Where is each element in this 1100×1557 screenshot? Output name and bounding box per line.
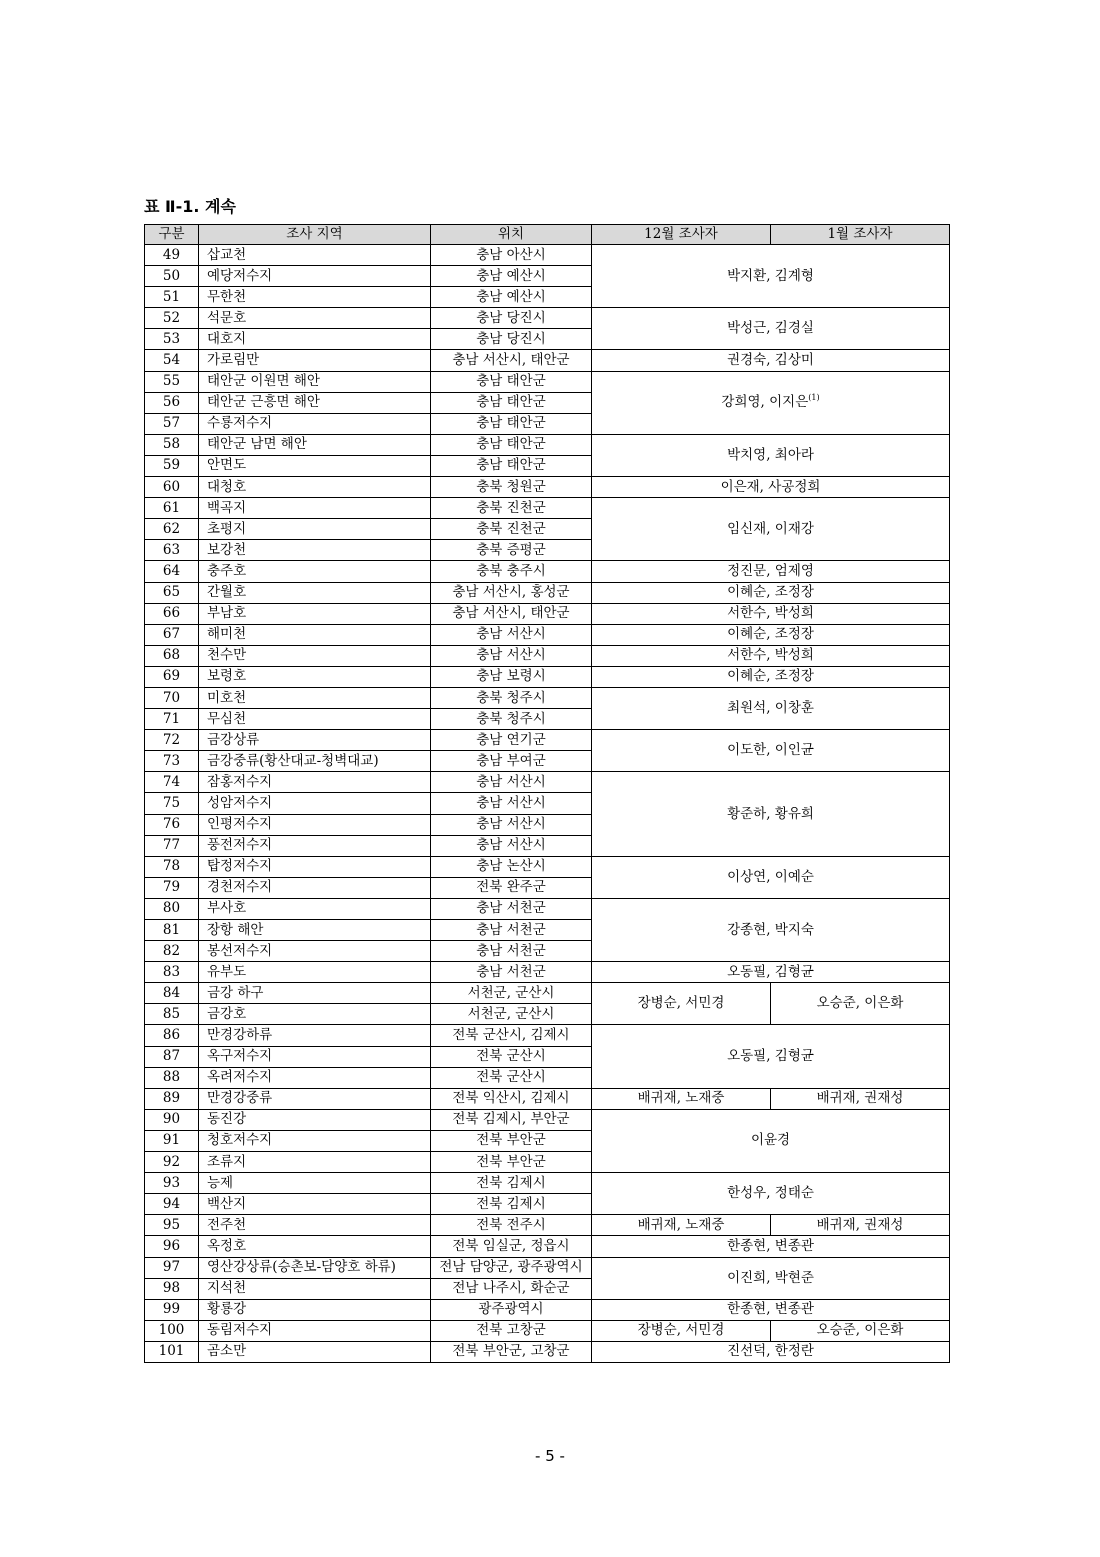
footnote-marker: (1) <box>808 393 820 403</box>
location: 전북 군산시 <box>431 1067 592 1088</box>
survey-area-name: 초평지 <box>199 519 431 540</box>
row-number: 77 <box>145 835 199 856</box>
surveyors-both-months <box>592 498 950 561</box>
table-row <box>145 730 950 751</box>
survey-area-name: 동진강 <box>199 1109 431 1130</box>
surveyors-both-months <box>592 645 950 666</box>
survey-area-name: 인평저수지 <box>199 814 431 835</box>
surveyors-both-months <box>592 1173 950 1215</box>
location: 충남 서천군 <box>431 920 592 941</box>
december-surveyors: 장병순, 서민경 <box>592 983 771 1025</box>
header-december-surveyor: 12월 조사자 <box>592 225 771 245</box>
location: 충남 태안군 <box>431 392 592 413</box>
survey-area-name: 경천저수지 <box>199 877 431 898</box>
header-number: 구분 <box>145 225 199 245</box>
december-surveyors: 배귀재, 노재중 <box>592 1088 771 1109</box>
location: 전북 부안군, 고창군 <box>431 1341 592 1362</box>
row-number: 54 <box>145 350 199 371</box>
row-number: 101 <box>145 1341 199 1362</box>
survey-area-name: 천수만 <box>199 645 431 666</box>
surveyors-both-months <box>592 898 950 961</box>
location: 전북 전주시 <box>431 1215 592 1236</box>
table-row <box>145 1299 950 1320</box>
survey-area-name: 옥려저수지 <box>199 1067 431 1088</box>
survey-area-name: 예당저수지 <box>199 266 431 287</box>
table-row <box>145 898 950 919</box>
location: 전남 나주시, 화순군 <box>431 1278 592 1299</box>
location: 충남 연기군 <box>431 730 592 751</box>
location: 충남 논산시 <box>431 856 592 877</box>
location: 서천군, 군산시 <box>431 1004 592 1025</box>
location: 충북 진천군 <box>431 519 592 540</box>
row-number: 82 <box>145 941 199 962</box>
page-number: - 5 - <box>535 1447 565 1465</box>
row-number: 93 <box>145 1173 199 1194</box>
table-row <box>145 1173 950 1194</box>
surveyor-names: 한성우, 정태순 <box>727 1185 814 1202</box>
location: 전북 고창군 <box>431 1320 592 1341</box>
row-number: 91 <box>145 1130 199 1151</box>
surveyor-names: 이상연, 이예순 <box>727 868 814 885</box>
row-number: 70 <box>145 687 199 708</box>
surveyors-both-months <box>592 772 950 856</box>
row-number: 59 <box>145 455 199 476</box>
location: 충북 청주시 <box>431 687 592 708</box>
location: 충남 당진시 <box>431 308 592 329</box>
table-row <box>145 603 950 624</box>
surveyor-names: 한종현, 변종관 <box>727 1237 814 1254</box>
row-number: 49 <box>145 245 199 266</box>
table-row <box>145 1257 950 1278</box>
row-number: 76 <box>145 814 199 835</box>
survey-area-name: 부사호 <box>199 898 431 919</box>
survey-area-name: 해미천 <box>199 624 431 645</box>
surveyor-names: 최원석, 이창훈 <box>727 700 814 717</box>
row-number: 52 <box>145 308 199 329</box>
survey-area-name: 곰소만 <box>199 1341 431 1362</box>
row-number: 81 <box>145 920 199 941</box>
row-number: 68 <box>145 645 199 666</box>
survey-area-name: 전주천 <box>199 1215 431 1236</box>
survey-area-name: 성암저수지 <box>199 793 431 814</box>
table-row <box>145 666 950 687</box>
surveyor-names: 오동필, 김형균 <box>727 963 814 980</box>
row-number: 75 <box>145 793 199 814</box>
survey-area-name: 금강상류 <box>199 730 431 751</box>
surveyors-both-months <box>592 434 950 476</box>
location: 충남 서산시, 홍성군 <box>431 582 592 603</box>
location: 전북 김제시 <box>431 1173 592 1194</box>
table-row <box>145 498 950 519</box>
location: 충남 서산시, 태안군 <box>431 603 592 624</box>
table-row <box>145 983 950 1004</box>
surveyor-names: 진선덕, 한정란 <box>727 1343 814 1360</box>
surveyor-names: 권경숙, 김상미 <box>727 352 814 369</box>
row-number: 100 <box>145 1320 199 1341</box>
location: 전북 군산시, 김제시 <box>431 1025 592 1046</box>
row-number: 73 <box>145 751 199 772</box>
survey-area-name: 태안군 근흥면 해안 <box>199 392 431 413</box>
table-caption: 표 Ⅱ-1. 계속 <box>144 197 236 216</box>
row-number: 63 <box>145 540 199 561</box>
row-number: 87 <box>145 1046 199 1067</box>
survey-area-name: 동림저수지 <box>199 1320 431 1341</box>
survey-area-name: 봉선저수지 <box>199 941 431 962</box>
row-number: 69 <box>145 666 199 687</box>
surveyors-both-months <box>592 962 950 983</box>
surveyors-both-months <box>592 666 950 687</box>
survey-area-name: 무한천 <box>199 287 431 308</box>
row-number: 71 <box>145 709 199 730</box>
surveyor-names: 강종현, 박지숙 <box>727 921 814 938</box>
survey-area-name: 만경강중류 <box>199 1088 431 1109</box>
surveyor-names: 이혜순, 조정장 <box>727 668 814 685</box>
location: 충남 아산시 <box>431 245 592 266</box>
survey-area-name: 탑정저수지 <box>199 856 431 877</box>
survey-area-name: 보강천 <box>199 540 431 561</box>
table-row <box>145 308 950 329</box>
location: 충북 청주시 <box>431 709 592 730</box>
location: 전북 완주군 <box>431 877 592 898</box>
table-row <box>145 1320 950 1341</box>
location: 충남 태안군 <box>431 455 592 476</box>
survey-area-name: 무심천 <box>199 709 431 730</box>
surveyor-names: 이진희, 박현준 <box>727 1269 814 1286</box>
table-row <box>145 350 950 371</box>
table-row <box>145 772 950 793</box>
location: 충남 서산시 <box>431 645 592 666</box>
surveyors-both-months <box>592 371 950 434</box>
survey-area-name: 삽교천 <box>199 245 431 266</box>
location: 전남 담양군, 광주광역시 <box>431 1257 592 1278</box>
surveyor-names: 이도한, 이인균 <box>727 742 814 759</box>
survey-area-name: 황룡강 <box>199 1299 431 1320</box>
location: 충남 서산시 <box>431 814 592 835</box>
survey-table <box>144 224 950 1363</box>
row-number: 88 <box>145 1067 199 1088</box>
survey-area-name: 백곡지 <box>199 498 431 519</box>
surveyor-names: 박성근, 김경실 <box>727 320 814 337</box>
survey-area-name: 태안군 이원면 해안 <box>199 371 431 392</box>
row-number: 95 <box>145 1215 199 1236</box>
table-row <box>145 582 950 603</box>
location: 충남 서산시 <box>431 624 592 645</box>
header-january-surveyor: 1월 조사자 <box>771 225 950 245</box>
row-number: 62 <box>145 519 199 540</box>
surveyors-both-months <box>592 1025 950 1088</box>
row-number: 65 <box>145 582 199 603</box>
location: 광주광역시 <box>431 1299 592 1320</box>
survey-area-name: 금강 하구 <box>199 983 431 1004</box>
table-row <box>145 645 950 666</box>
survey-area-name: 금강호 <box>199 1004 431 1025</box>
surveyor-names: 황준하, 황유희 <box>727 805 814 822</box>
january-surveyors: 배귀재, 권재성 <box>771 1088 950 1109</box>
location: 전북 김제시 <box>431 1194 592 1215</box>
survey-area-name: 간월호 <box>199 582 431 603</box>
row-number: 61 <box>145 498 199 519</box>
surveyor-names: 박치영, 최아라 <box>727 446 814 463</box>
table-row <box>145 856 950 877</box>
location: 충북 진천군 <box>431 498 592 519</box>
survey-area-name: 석문호 <box>199 308 431 329</box>
location: 충남 서산시 <box>431 793 592 814</box>
survey-area-name: 수룡저수지 <box>199 413 431 434</box>
surveyors-both-months <box>592 687 950 729</box>
row-number: 64 <box>145 561 199 582</box>
december-surveyors: 배귀재, 노재중 <box>592 1215 771 1236</box>
row-number: 85 <box>145 1004 199 1025</box>
table-header-row <box>145 225 950 245</box>
survey-area-name: 태안군 남면 해안 <box>199 434 431 455</box>
surveyors-both-months <box>592 477 950 498</box>
survey-area-name: 충주호 <box>199 561 431 582</box>
row-number: 96 <box>145 1236 199 1257</box>
surveyors-both-months <box>592 350 950 371</box>
location: 충남 태안군 <box>431 371 592 392</box>
table-body <box>145 245 950 1363</box>
location: 충남 태안군 <box>431 434 592 455</box>
table-row <box>145 1025 950 1046</box>
row-number: 90 <box>145 1109 199 1130</box>
surveyors-both-months <box>592 1109 950 1172</box>
surveyor-names: 박지환, 김계형 <box>727 267 814 284</box>
survey-area-name: 잠홍저수지 <box>199 772 431 793</box>
location: 충남 서천군 <box>431 898 592 919</box>
survey-area-name: 지석천 <box>199 1278 431 1299</box>
table-row <box>145 434 950 455</box>
table-row <box>145 1215 950 1236</box>
location: 충남 서산시 <box>431 772 592 793</box>
survey-area-name: 옥구저수지 <box>199 1046 431 1067</box>
table-row <box>145 477 950 498</box>
row-number: 94 <box>145 1194 199 1215</box>
location: 충남 부여군 <box>431 751 592 772</box>
table-row <box>145 1341 950 1362</box>
location: 충남 서산시, 태안군 <box>431 350 592 371</box>
row-number: 53 <box>145 329 199 350</box>
row-number: 55 <box>145 371 199 392</box>
survey-area-name: 청호저수지 <box>199 1130 431 1151</box>
surveyor-names: 정진문, 엄제영 <box>727 562 814 579</box>
location: 전북 김제시, 부안군 <box>431 1109 592 1130</box>
table-row <box>145 1109 950 1130</box>
location: 충남 보령시 <box>431 666 592 687</box>
location: 전북 부안군 <box>431 1152 592 1173</box>
surveyors-both-months <box>592 856 950 898</box>
row-number: 72 <box>145 730 199 751</box>
row-number: 74 <box>145 772 199 793</box>
location: 전북 부안군 <box>431 1130 592 1151</box>
table-row <box>145 687 950 708</box>
survey-area-name: 조류지 <box>199 1152 431 1173</box>
surveyors-both-months <box>592 245 950 308</box>
location: 전북 군산시 <box>431 1046 592 1067</box>
survey-area-name: 안면도 <box>199 455 431 476</box>
survey-area-name: 유부도 <box>199 962 431 983</box>
location: 전북 익산시, 김제시 <box>431 1088 592 1109</box>
surveyor-names: 강희영, 이지은 <box>721 394 809 411</box>
table-row <box>145 561 950 582</box>
row-number: 56 <box>145 392 199 413</box>
january-surveyors: 오승준, 이은화 <box>771 1320 950 1341</box>
row-number: 97 <box>145 1257 199 1278</box>
table-row <box>145 1088 950 1109</box>
survey-area-name: 보령호 <box>199 666 431 687</box>
surveyors-both-months <box>592 624 950 645</box>
survey-area-name: 백산지 <box>199 1194 431 1215</box>
survey-area-name: 가로림만 <box>199 350 431 371</box>
surveyor-names: 오동필, 김형균 <box>727 1048 814 1065</box>
location: 충남 당진시 <box>431 329 592 350</box>
january-surveyors: 배귀재, 권재성 <box>771 1215 950 1236</box>
surveyor-names: 이은재, 사공정희 <box>720 478 821 495</box>
survey-area-name: 만경강하류 <box>199 1025 431 1046</box>
row-number: 84 <box>145 983 199 1004</box>
row-number: 51 <box>145 287 199 308</box>
surveyor-names: 한종현, 변종관 <box>727 1301 814 1318</box>
table-row <box>145 624 950 645</box>
survey-area-name: 금강중류(황산대교-청벽대교) <box>199 751 431 772</box>
table-row <box>145 245 950 266</box>
surveyor-names: 이윤경 <box>750 1132 791 1149</box>
row-number: 83 <box>145 962 199 983</box>
surveyor-names: 이혜순, 조정장 <box>727 626 814 643</box>
surveyors-both-months <box>592 561 950 582</box>
survey-area-name: 장항 해안 <box>199 920 431 941</box>
location: 서천군, 군산시 <box>431 983 592 1004</box>
location: 충남 태안군 <box>431 413 592 434</box>
row-number: 79 <box>145 877 199 898</box>
row-number: 86 <box>145 1025 199 1046</box>
row-number: 99 <box>145 1299 199 1320</box>
location: 충북 증평군 <box>431 540 592 561</box>
survey-area-name: 옥정호 <box>199 1236 431 1257</box>
surveyors-both-months <box>592 603 950 624</box>
location: 충북 충주시 <box>431 561 592 582</box>
table-row <box>145 1236 950 1257</box>
row-number: 78 <box>145 856 199 877</box>
survey-area-name: 미호천 <box>199 687 431 708</box>
location: 충남 예산시 <box>431 287 592 308</box>
row-number: 57 <box>145 413 199 434</box>
surveyor-names: 서한수, 박성희 <box>727 605 814 622</box>
surveyors-both-months <box>592 730 950 772</box>
row-number: 50 <box>145 266 199 287</box>
row-number: 98 <box>145 1278 199 1299</box>
location: 충남 서천군 <box>431 962 592 983</box>
row-number: 67 <box>145 624 199 645</box>
survey-area-name: 영산강상류(승촌보-담양호 하류) <box>199 1257 431 1278</box>
row-number: 80 <box>145 898 199 919</box>
surveyor-names: 서한수, 박성희 <box>727 647 814 664</box>
table-row <box>145 371 950 392</box>
surveyors-both-months <box>592 1257 950 1299</box>
survey-area-name: 풍전저수지 <box>199 835 431 856</box>
survey-area-name: 부남호 <box>199 603 431 624</box>
january-surveyors: 오승준, 이은화 <box>771 983 950 1025</box>
location: 충남 서산시 <box>431 835 592 856</box>
header-survey-area: 조사 지역 <box>199 225 431 245</box>
row-number: 66 <box>145 603 199 624</box>
surveyors-both-months <box>592 1341 950 1362</box>
surveyor-names: 임신재, 이재강 <box>727 520 814 537</box>
table-row <box>145 962 950 983</box>
survey-area-name: 능제 <box>199 1173 431 1194</box>
row-number: 60 <box>145 477 199 498</box>
row-number: 92 <box>145 1152 199 1173</box>
surveyors-both-months <box>592 582 950 603</box>
location: 전북 임실군, 정읍시 <box>431 1236 592 1257</box>
surveyors-both-months <box>592 308 950 350</box>
location: 충남 서천군 <box>431 941 592 962</box>
row-number: 58 <box>145 434 199 455</box>
surveyor-names: 이혜순, 조정장 <box>727 584 814 601</box>
row-number: 89 <box>145 1088 199 1109</box>
december-surveyors: 장병순, 서민경 <box>592 1320 771 1341</box>
location: 충북 청원군 <box>431 477 592 498</box>
survey-area-name: 대호지 <box>199 329 431 350</box>
surveyors-both-months <box>592 1299 950 1320</box>
header-location: 위치 <box>431 225 592 245</box>
location: 충남 예산시 <box>431 266 592 287</box>
surveyors-both-months <box>592 1236 950 1257</box>
survey-area-name: 대청호 <box>199 477 431 498</box>
